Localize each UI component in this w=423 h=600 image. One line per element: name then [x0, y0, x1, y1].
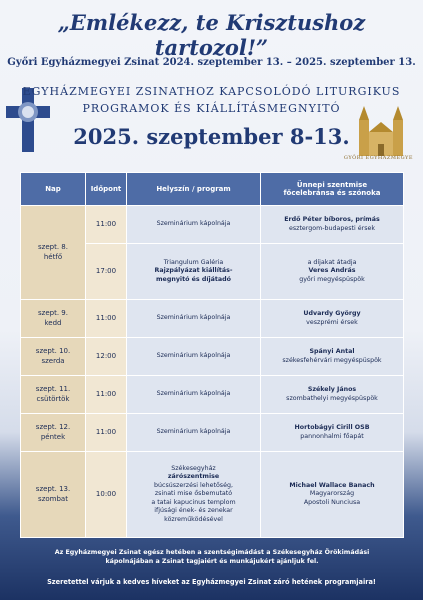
time-cell: 10:00 [86, 452, 127, 538]
celebrant-title: győri megyéspüspök [299, 275, 365, 283]
place-line: Székesegyház [171, 464, 216, 472]
time-cell: 11:00 [86, 206, 127, 244]
table-row [21, 338, 404, 376]
place-cell: Szeminárium kápolnája [127, 376, 261, 414]
day-date: szept. 11. [35, 385, 71, 394]
day-weekday: hétfő [43, 252, 63, 261]
celebrant-title: szombathelyi megyéspüspök [286, 394, 378, 402]
celebrant-cell [261, 376, 404, 414]
day-date: szept. 9. [38, 309, 68, 318]
celebrant-name: Veres András [308, 267, 356, 275]
page-title: „Emlékezz, te Krisztushoz tartozol!” [57, 10, 366, 60]
col-header-unnepi [261, 173, 404, 206]
celebrant-cell [261, 414, 404, 452]
day-date: szept. 13. [35, 485, 71, 494]
celebrant-title: esztergom-budapesti érsek [288, 224, 376, 232]
day-cell [21, 338, 86, 376]
time-cell: 11:00 [86, 414, 127, 452]
celebrant-pre: a díjakat átadja [307, 258, 357, 266]
heading-line-1: EGYHÁZMEGYEI ZSINATHOZ KAPCSOLÓDÓ LITURGIKUS [22, 85, 401, 98]
day-weekday: kedd [44, 318, 62, 327]
day-date: szept. 12. [35, 423, 71, 432]
time-cell: 12:00 [86, 338, 127, 376]
celebrant-title: Apostoli Nunciusa [303, 498, 361, 506]
place-cell [127, 244, 261, 300]
celebrant-cell [261, 452, 404, 538]
table-row [21, 414, 404, 452]
cathedral-logo-icon [351, 98, 411, 158]
place-line: ifjúsági ének- és zenekar [154, 507, 233, 515]
celebrant-title: Magyarország [309, 490, 355, 498]
logo-label: GYŐRI EGYHÁZMEGYE [343, 155, 413, 161]
celebrant-name: Székely János [307, 386, 357, 393]
time-cell: 11:00 [86, 300, 127, 338]
day-weekday: csütörtök [36, 394, 70, 403]
celebrant-cell [261, 206, 404, 244]
celebrant-cell [261, 300, 404, 338]
time-cell: 17:00 [86, 244, 127, 300]
day-weekday: szerda [41, 356, 65, 365]
page-subtitle: Győri Egyházmegyei Zsinat 2024. szeptember 13. – 2025. szeptember 13. [7, 57, 416, 68]
celebrant-name: Michael Wallace Banach [289, 481, 375, 489]
day-weekday: szombat [38, 494, 68, 503]
place-line: a tatai kapucinus templom [151, 498, 236, 506]
col-header-nap: Nap [21, 173, 86, 206]
day-cell [21, 300, 86, 338]
table-row [21, 300, 404, 338]
col-header-unnepi-label: Ünnepi szentmise főcelebránsa és szónoka [283, 181, 381, 197]
place-cell [127, 452, 261, 538]
program-name-2: megnyitó és díjátadó [156, 275, 231, 283]
place-cell: Szeminárium kápolnája [127, 414, 261, 452]
celebrant-cell [261, 338, 404, 376]
celebrant-name: Udvardy György [303, 310, 361, 317]
celebrant-name: Spányi Antal [309, 348, 355, 355]
day-weekday: péntek [40, 432, 66, 441]
day-date: szept. 10. [35, 347, 71, 356]
celebrant-title: székesfehérvári megyéspüspök [282, 356, 382, 364]
footer-line-1: Az Egyházmegyei Zsinat egész hetében a szentségimádást a Székesegyház Örökimádási [54, 549, 370, 556]
celebrant-title: pannonhalmi főapát [300, 432, 364, 440]
program-name: zárószentmise [167, 473, 220, 481]
place-name: Triangulum Galéria [163, 258, 224, 266]
place-cell: Szeminárium kápolnája [127, 338, 261, 376]
place-cell: Szeminárium kápolnája [127, 206, 261, 244]
heading-line-2: PROGRAMOK ÉS KIÁLLÍTÁSMEGNYITÓ [82, 102, 341, 115]
program-name-1: Rajzpályázat kiállítás- [154, 267, 233, 275]
day-cell [21, 452, 86, 538]
footer-invitation: Szeretettel várjuk a kedves híveket az Egyházmegyei Zsinat záró hetének programjaira! [47, 578, 376, 586]
event-date: 2025. szeptember 8-13. [73, 124, 350, 149]
footer-note [22, 548, 402, 567]
footer-line-2: kápolnájában a Zsinat tagjaiért és munkájukért ajánljuk fel. [105, 558, 319, 566]
place-line: zsinati mise ősbemutató [154, 490, 233, 498]
col-header-idopont: Időpont [86, 173, 127, 206]
celebrant-name: Hortobágyi Cirill OSB [294, 424, 370, 431]
time-cell: 11:00 [86, 376, 127, 414]
table-row [21, 206, 404, 244]
table-header-row [21, 173, 404, 206]
celebrant-name: Erdő Péter bíboros, prímás [284, 216, 380, 223]
schedule-table [20, 172, 404, 538]
day-cell [21, 376, 86, 414]
celebrant-cell [261, 244, 404, 300]
day-cell [21, 414, 86, 452]
col-header-helyszin: Helyszín / program [127, 173, 261, 206]
day-date: szept. 8. [38, 243, 68, 252]
table-row [21, 376, 404, 414]
day-cell [21, 206, 86, 300]
table-row [21, 452, 404, 538]
celebrant-title: veszprémi érsek [306, 318, 358, 326]
place-line: búcsúszerzési lehetőség, [154, 481, 233, 489]
place-cell: Szeminárium kápolnája [127, 300, 261, 338]
place-line: közreműködésével [164, 515, 223, 523]
